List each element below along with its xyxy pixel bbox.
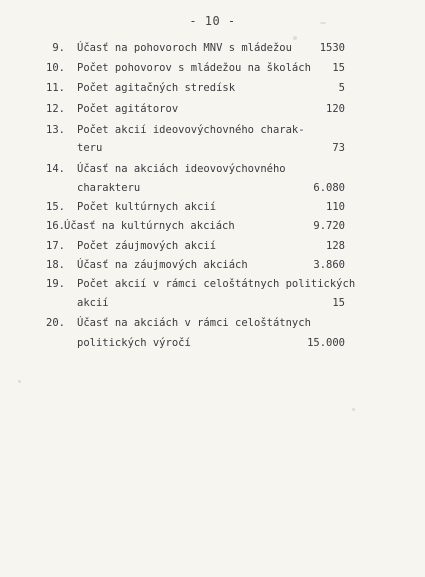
item-text: Účasť na záujmových akciách [77, 259, 248, 271]
item-value: 15 [332, 297, 345, 309]
item-text: Počet akcií ideovovýchovného charak- [77, 124, 305, 136]
item-value: 1530 [319, 42, 345, 54]
list-item-continuation [0, 180, 425, 196]
item-value: 15 [332, 62, 345, 74]
item-text-continuation: teru [77, 142, 103, 154]
list-item [0, 101, 425, 117]
item-text-continuation: akcií [77, 297, 109, 309]
item-value: 110 [326, 201, 345, 213]
list-item [0, 199, 425, 215]
item-number: 12. [46, 103, 65, 115]
item-text-continuation: politických výročí [77, 337, 191, 349]
item-value: 128 [326, 240, 345, 252]
item-text: Počet akcií v rámci celoštátnych politických [77, 278, 356, 290]
item-number: 14. [46, 163, 65, 175]
list-item [0, 80, 425, 96]
item-number: 16. [46, 220, 65, 232]
list-item [0, 315, 425, 331]
list-item [0, 122, 425, 138]
item-value: 73 [332, 142, 345, 154]
item-number: 17. [46, 240, 65, 252]
item-number: 20. [46, 317, 65, 329]
list-item [0, 60, 425, 76]
list-item [0, 257, 425, 273]
item-value: 6.080 [313, 182, 345, 194]
item-number: 19. [46, 278, 65, 290]
item-text: Účasť na kultúrnych akciách [64, 220, 235, 232]
scan-speck [320, 22, 326, 24]
scan-speck [18, 380, 21, 383]
item-text: Počet agitátorov [77, 103, 179, 115]
item-text-continuation: charakteru [77, 182, 141, 194]
item-number: 15. [46, 201, 65, 213]
item-text: Počet kultúrnych akcií [77, 201, 217, 213]
item-number: 10. [46, 62, 65, 74]
item-text: Počet záujmových akcií [77, 240, 217, 252]
list-item [0, 161, 425, 177]
item-number: 11. [46, 82, 65, 94]
item-text: Účasť na akciách ideovovýchovného [77, 163, 286, 175]
item-text: Účasť na pohovoroch MNV s mládežou [77, 42, 292, 54]
list-item [0, 218, 425, 234]
list-item [0, 238, 425, 254]
item-value: 9.720 [313, 220, 345, 232]
item-value: 120 [326, 103, 345, 115]
list-item-continuation [0, 295, 425, 311]
list-item [0, 40, 425, 56]
item-text: Počet pohovorov s mládežou na školách [77, 62, 311, 74]
item-text: Počet agitačných stredísk [77, 82, 236, 94]
item-text: Účasť na akciách v rámci celoštátnych [77, 317, 311, 329]
item-value: 5 [338, 82, 345, 94]
item-value: 3.860 [313, 259, 345, 271]
item-value: 15.000 [307, 337, 345, 349]
list-item-continuation [0, 140, 425, 156]
scan-speck [352, 408, 355, 411]
page-number: - 10 - [189, 14, 236, 28]
item-number: 9. [52, 42, 65, 54]
list-item-continuation [0, 335, 425, 351]
item-number: 18. [46, 259, 65, 271]
list-item [0, 276, 425, 292]
item-number: 13. [46, 124, 65, 136]
